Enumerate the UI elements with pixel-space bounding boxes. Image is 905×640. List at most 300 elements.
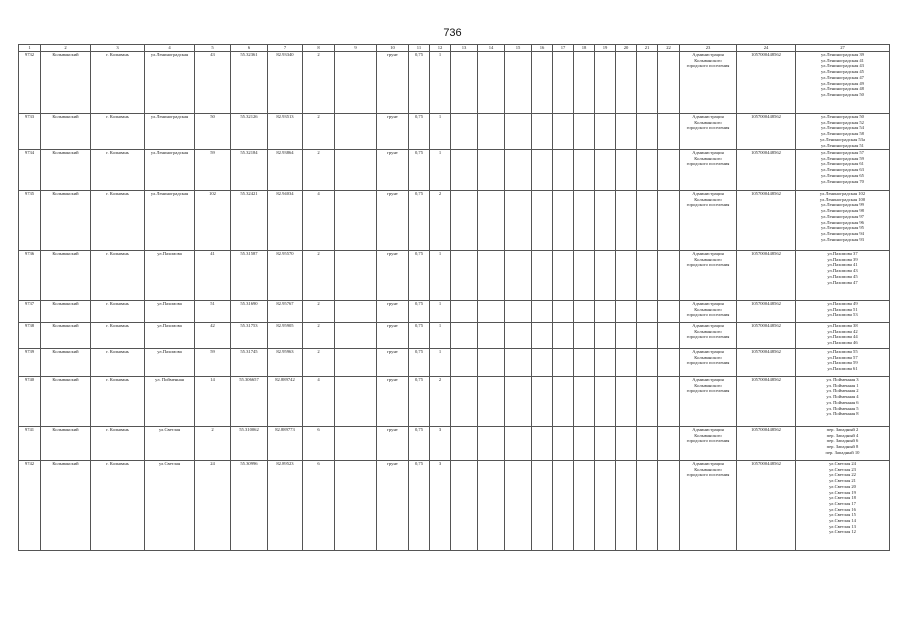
cell-settlement: г. Колывань (91, 150, 145, 191)
cell-empty (553, 323, 574, 349)
registry-table (18, 44, 890, 551)
cell-id: 9736 (19, 251, 41, 301)
owner-line: Администрация (692, 461, 724, 466)
cell-street: ул.Светлая (145, 461, 195, 551)
cell-lon: 82.889773 (268, 427, 303, 461)
cell-surface: грунт (377, 150, 409, 191)
cell-volume: 0,75 (409, 349, 430, 377)
cell-surface: грунт (377, 349, 409, 377)
column-number: 8 (303, 45, 335, 52)
served-address: пер. Западный 8 (826, 444, 859, 450)
cell-empty (616, 150, 637, 191)
cell-count: 2 (430, 191, 451, 251)
cell-house: 59 (195, 150, 231, 191)
cell-surface: грунт (377, 301, 409, 323)
page-number: 736 (443, 27, 462, 39)
column-number: 9 (335, 45, 377, 52)
cell-empty (451, 461, 478, 551)
cell-street: ул.Лениноградская (145, 114, 195, 150)
column-number: 2 (41, 45, 91, 52)
served-address: ул.Лениноградская 100 (819, 196, 866, 202)
cell-served-addresses (796, 349, 890, 377)
served-address: ул.Лениноградская 58 (821, 131, 864, 137)
cell-empty (574, 150, 595, 191)
cell-empty (532, 377, 553, 427)
cell-settlement: г. Колывань (91, 114, 145, 150)
cell-empty (616, 301, 637, 323)
owner-line: городского поселения (686, 388, 730, 394)
owner-line: Администрация (692, 150, 724, 155)
cell-empty (478, 52, 505, 114)
cell-empty (658, 52, 680, 114)
served-address: ул.Светлая 14 (829, 518, 856, 524)
served-address: ул. Пойменная 8 (826, 411, 859, 417)
cell-served-addresses (796, 52, 890, 114)
served-address: ул.Пахомова 47 (827, 279, 858, 285)
owner-line: Колыванского (694, 155, 722, 161)
cell-empty (595, 349, 616, 377)
column-number: 6 (231, 45, 268, 52)
cell-empty (553, 301, 574, 323)
cell-empty (532, 349, 553, 377)
served-address: ул.Лениноградская 52 (821, 119, 864, 125)
owner-line: городского поселения (686, 312, 730, 318)
served-address: ул.Лениноградская 43 (821, 63, 864, 69)
owner-line: городского поселения (686, 125, 730, 131)
cell-empty (553, 427, 574, 461)
cell-house: 43 (195, 52, 231, 114)
cell-district: Колыванский (41, 114, 91, 150)
cell-empty (574, 191, 595, 251)
column-number: 21 (637, 45, 658, 52)
cell-district: Колыванский (41, 461, 91, 551)
cell-empty (637, 301, 658, 323)
cell-lat: 55.31753 (231, 323, 268, 349)
cell-owner (680, 427, 737, 461)
cell-settlement: г. Колывань (91, 427, 145, 461)
served-address: ул.Лениноградская 53а (819, 136, 866, 142)
table-row (19, 349, 890, 377)
cell-lat: 55.32126 (231, 114, 268, 150)
cell-empty (335, 191, 377, 251)
owner-line: Администрация (692, 114, 724, 119)
cell-settlement: г. Колывань (91, 52, 145, 114)
table-row (19, 150, 890, 191)
served-address: пер. Западный 10 (825, 449, 860, 455)
served-address: ул. Пойменная 4 (826, 394, 859, 400)
cell-empty (335, 461, 377, 551)
cell-settlement: г. Колывань (91, 191, 145, 251)
cell-empty (335, 323, 377, 349)
served-address: ул.Лениноградская 50 (821, 114, 864, 119)
owner-line: городского поселения (686, 262, 730, 268)
served-address: ул.Лениноградская 99 (821, 202, 864, 208)
served-address: ул.Пахомова 61 (827, 366, 858, 372)
column-number: 20 (616, 45, 637, 52)
cell-district: Колыванский (41, 150, 91, 191)
column-number-row (19, 45, 890, 52)
cell-lat: 55.32421 (231, 191, 268, 251)
cell-empty (658, 377, 680, 427)
column-number: 10 (377, 45, 409, 52)
served-address: ул.Лениноградская 48 (821, 86, 864, 92)
cell-empty (616, 323, 637, 349)
cell-owner (680, 377, 737, 427)
cell-volume: 0,75 (409, 150, 430, 191)
cell-empty (451, 427, 478, 461)
cell-id: 9734 (19, 150, 41, 191)
served-address: ул.Пахомова 39 (827, 256, 858, 262)
cell-empty (532, 427, 553, 461)
cell-empty (658, 251, 680, 301)
cell-empty (335, 427, 377, 461)
cell-surface: грунт (377, 191, 409, 251)
table-row (19, 251, 890, 301)
owner-line: Колыванского (694, 57, 722, 63)
served-address: ул.Лениноградская 59 (821, 155, 864, 161)
cell-id: 9732 (19, 52, 41, 114)
cell-served-addresses (796, 377, 890, 427)
served-address: ул.Пахомова 46 (827, 340, 858, 346)
cell-street: ул.Лениноградская (145, 191, 195, 251)
cell-surface: грунт (377, 377, 409, 427)
table-row (19, 114, 890, 150)
served-address: ул.Светлая 12 (829, 529, 856, 535)
column-number: 17 (553, 45, 574, 52)
cell-empty (574, 377, 595, 427)
owner-line: Администрация (692, 349, 724, 354)
cell-served-addresses (796, 323, 890, 349)
served-address: ул.Лениноградская 39 (821, 52, 864, 57)
cell-empty (532, 251, 553, 301)
cell-served-addresses (796, 461, 890, 551)
cell-empty (574, 251, 595, 301)
cell-empty (616, 461, 637, 551)
served-address: ул.Пахомова 45 (827, 273, 858, 279)
cell-empty (478, 114, 505, 150)
cell-empty (478, 301, 505, 323)
cell-served-addresses (796, 251, 890, 301)
served-address: ул.Светлая 21 (829, 478, 856, 484)
cell-settlement: г. Колывань (91, 461, 145, 551)
cell-district: Колыванский (41, 377, 91, 427)
cell-ogrn: 1057000448562 (737, 301, 796, 323)
cell-empty (637, 377, 658, 427)
cell-empty (451, 52, 478, 114)
cell-empty (505, 150, 532, 191)
cell-lat: 55.31745 (231, 349, 268, 377)
cell-count: 1 (430, 323, 451, 349)
column-number: 27 (796, 45, 890, 52)
served-address: ул.Лениноградская 61 (821, 161, 864, 167)
cell-empty (574, 427, 595, 461)
cell-owner (680, 150, 737, 191)
cell-empty (532, 114, 553, 150)
cell-empty (505, 52, 532, 114)
table-row (19, 191, 890, 251)
owner-line: городского поселения (686, 161, 730, 167)
cell-empty (595, 461, 616, 551)
owner-line: Администрация (692, 191, 724, 196)
column-number: 22 (658, 45, 680, 52)
served-address: ул.Лениноградская 57 (821, 150, 864, 155)
cell-empty (451, 251, 478, 301)
cell-settlement: г. Колывань (91, 349, 145, 377)
cell-ogrn: 1057000448562 (737, 191, 796, 251)
cell-served-addresses (796, 191, 890, 251)
served-address: ул.Пахомова 43 (827, 268, 858, 274)
cell-empty (637, 251, 658, 301)
cell-empty (505, 191, 532, 251)
cell-street: ул.Пахомова (145, 323, 195, 349)
owner-line: Администрация (692, 427, 724, 432)
cell-id: 9742 (19, 461, 41, 551)
table-row (19, 461, 890, 551)
served-address: ул.Лениноградская 51 (821, 142, 864, 148)
cell-id: 9740 (19, 377, 41, 427)
owner-line: Колыванского (694, 382, 722, 388)
column-number: 11 (409, 45, 430, 52)
owner-line: Колыванского (694, 432, 722, 438)
cell-served-addresses (796, 427, 890, 461)
cell-volume: 0,75 (409, 427, 430, 461)
table-row (19, 323, 890, 349)
cell-owner (680, 301, 737, 323)
cell-empty (478, 323, 505, 349)
cell-street: ул.Лениноградская (145, 52, 195, 114)
cell-empty (595, 323, 616, 349)
cell-owner (680, 251, 737, 301)
cell-empty (532, 461, 553, 551)
cell-settlement: г. Колывань (91, 377, 145, 427)
served-address: ул.Светлая 23 (829, 466, 856, 472)
cell-served-addresses (796, 150, 890, 191)
cell-empty (478, 150, 505, 191)
cell-lon: 82.93864 (268, 150, 303, 191)
cell-c8: 4 (303, 377, 335, 427)
cell-lon: 82.94034 (268, 191, 303, 251)
cell-owner (680, 191, 737, 251)
owner-line: городского поселения (686, 202, 730, 208)
cell-settlement: г. Колывань (91, 301, 145, 323)
served-address: ул.Лениноградская 96 (821, 219, 864, 225)
cell-empty (532, 323, 553, 349)
cell-ogrn: 1057000448562 (737, 150, 796, 191)
cell-volume: 0,75 (409, 191, 430, 251)
cell-count: 1 (430, 114, 451, 150)
owner-line: Администрация (692, 251, 724, 256)
cell-empty (505, 377, 532, 427)
cell-empty (616, 114, 637, 150)
cell-empty (637, 349, 658, 377)
cell-c8: 2 (303, 52, 335, 114)
cell-count: 2 (430, 377, 451, 427)
owner-line: Колыванского (694, 119, 722, 125)
owner-line: Колыванского (694, 196, 722, 202)
cell-empty (478, 427, 505, 461)
cell-c8: 4 (303, 191, 335, 251)
table-row (19, 377, 890, 427)
cell-empty (335, 349, 377, 377)
cell-id: 9741 (19, 427, 41, 461)
cell-owner (680, 349, 737, 377)
cell-street: ул.Лениноградская (145, 150, 195, 191)
cell-volume: 0,75 (409, 377, 430, 427)
cell-empty (616, 52, 637, 114)
cell-lon: 82.95570 (268, 251, 303, 301)
cell-c8: 6 (303, 461, 335, 551)
column-number: 5 (195, 45, 231, 52)
cell-count: 1 (430, 150, 451, 191)
served-address: ул.Пахомова 38 (827, 323, 858, 328)
cell-empty (451, 323, 478, 349)
cell-lat: 55.306657 (231, 377, 268, 427)
served-address: ул.Светлая 17 (829, 500, 856, 506)
cell-ogrn: 1057000448562 (737, 427, 796, 461)
cell-district: Колыванский (41, 251, 91, 301)
cell-empty (595, 377, 616, 427)
served-address: ул.Светлая 13 (829, 523, 856, 529)
served-address: ул.Лениноградская 41 (821, 57, 864, 63)
cell-empty (335, 150, 377, 191)
cell-empty (658, 114, 680, 150)
cell-empty (595, 427, 616, 461)
served-address: ул.Лениноградская 102 (819, 191, 866, 196)
owner-line: городского поселения (686, 438, 730, 444)
cell-empty (553, 349, 574, 377)
served-address: ул.Светлая 19 (829, 489, 856, 495)
cell-lat: 55.310062 (231, 427, 268, 461)
cell-district: Колыванский (41, 349, 91, 377)
cell-empty (505, 349, 532, 377)
column-number: 14 (478, 45, 505, 52)
cell-c8: 6 (303, 427, 335, 461)
cell-volume: 0,75 (409, 251, 430, 301)
cell-surface: грунт (377, 323, 409, 349)
cell-empty (335, 301, 377, 323)
cell-settlement: г. Колывань (91, 251, 145, 301)
cell-house: 42 (195, 323, 231, 349)
served-address: ул. Пойменная 6 (826, 399, 859, 405)
cell-count: 1 (430, 349, 451, 377)
column-number: 13 (451, 45, 478, 52)
served-address: ул. Пойменная 1 (826, 382, 859, 388)
cell-empty (478, 191, 505, 251)
served-address: ул.Светлая 24 (829, 461, 856, 466)
cell-house: 41 (195, 251, 231, 301)
owner-line: Администрация (692, 52, 724, 57)
cell-ogrn: 1057000448562 (737, 377, 796, 427)
column-number: 24 (737, 45, 796, 52)
cell-volume: 0,75 (409, 52, 430, 114)
cell-street: ул.Пахомова (145, 301, 195, 323)
cell-lon: 82.89523 (268, 461, 303, 551)
cell-lat: 55.32361 (231, 52, 268, 114)
cell-empty (553, 251, 574, 301)
cell-surface: грунт (377, 52, 409, 114)
cell-empty (637, 150, 658, 191)
cell-empty (335, 377, 377, 427)
cell-lon: 82.95905 (268, 323, 303, 349)
cell-district: Колыванский (41, 301, 91, 323)
cell-empty (574, 301, 595, 323)
served-address: ул.Светлая 18 (829, 495, 856, 501)
cell-empty (553, 150, 574, 191)
cell-empty (574, 323, 595, 349)
cell-lon: 82.93513 (268, 114, 303, 150)
cell-empty (505, 251, 532, 301)
cell-empty (637, 427, 658, 461)
cell-lat: 55.31587 (231, 251, 268, 301)
cell-empty (532, 150, 553, 191)
cell-empty (595, 191, 616, 251)
served-address: ул.Лениноградская 94 (821, 230, 864, 236)
cell-empty (505, 114, 532, 150)
served-address: ул.Пахомова 51 (827, 306, 858, 312)
cell-empty (616, 251, 637, 301)
cell-district: Колыванский (41, 323, 91, 349)
served-address: ул.Лениноградская 93 (821, 236, 864, 242)
cell-empty (595, 301, 616, 323)
column-number: 23 (680, 45, 737, 52)
cell-empty (595, 150, 616, 191)
cell-count: 1 (430, 251, 451, 301)
cell-empty (574, 349, 595, 377)
cell-empty (658, 349, 680, 377)
column-number: 18 (574, 45, 595, 52)
cell-street: ул.Пахомова (145, 349, 195, 377)
cell-house: 102 (195, 191, 231, 251)
cell-id: 9733 (19, 114, 41, 150)
cell-house: 59 (195, 349, 231, 377)
cell-c8: 2 (303, 150, 335, 191)
cell-house: 14 (195, 377, 231, 427)
owner-line: Колыванского (694, 354, 722, 360)
cell-empty (637, 52, 658, 114)
cell-empty (553, 114, 574, 150)
cell-c8: 2 (303, 323, 335, 349)
table-row (19, 427, 890, 461)
cell-empty (616, 349, 637, 377)
cell-house: 2 (195, 427, 231, 461)
cell-volume: 0,75 (409, 114, 430, 150)
owner-line: городского поселения (686, 63, 730, 69)
served-address: ул.Светлая 16 (829, 506, 856, 512)
column-number: 12 (430, 45, 451, 52)
served-address: ул.Лениноградская 47 (821, 74, 864, 80)
column-number: 7 (268, 45, 303, 52)
cell-empty (505, 461, 532, 551)
cell-empty (595, 52, 616, 114)
cell-c8: 2 (303, 301, 335, 323)
cell-count: 3 (430, 461, 451, 551)
served-address: пер. Западный 2 (826, 427, 859, 432)
cell-id: 9737 (19, 301, 41, 323)
cell-empty (553, 52, 574, 114)
cell-count: 3 (430, 427, 451, 461)
owner-line: Колыванского (694, 466, 722, 472)
served-address: ул.Светлая 22 (829, 472, 856, 478)
cell-district: Колыванский (41, 427, 91, 461)
cell-empty (335, 52, 377, 114)
cell-empty (595, 114, 616, 150)
served-address: ул.Пахомова 49 (827, 301, 858, 306)
cell-empty (637, 323, 658, 349)
cell-surface: грунт (377, 427, 409, 461)
cell-house: 51 (195, 301, 231, 323)
cell-ogrn: 1057000448562 (737, 349, 796, 377)
column-number: 4 (145, 45, 195, 52)
